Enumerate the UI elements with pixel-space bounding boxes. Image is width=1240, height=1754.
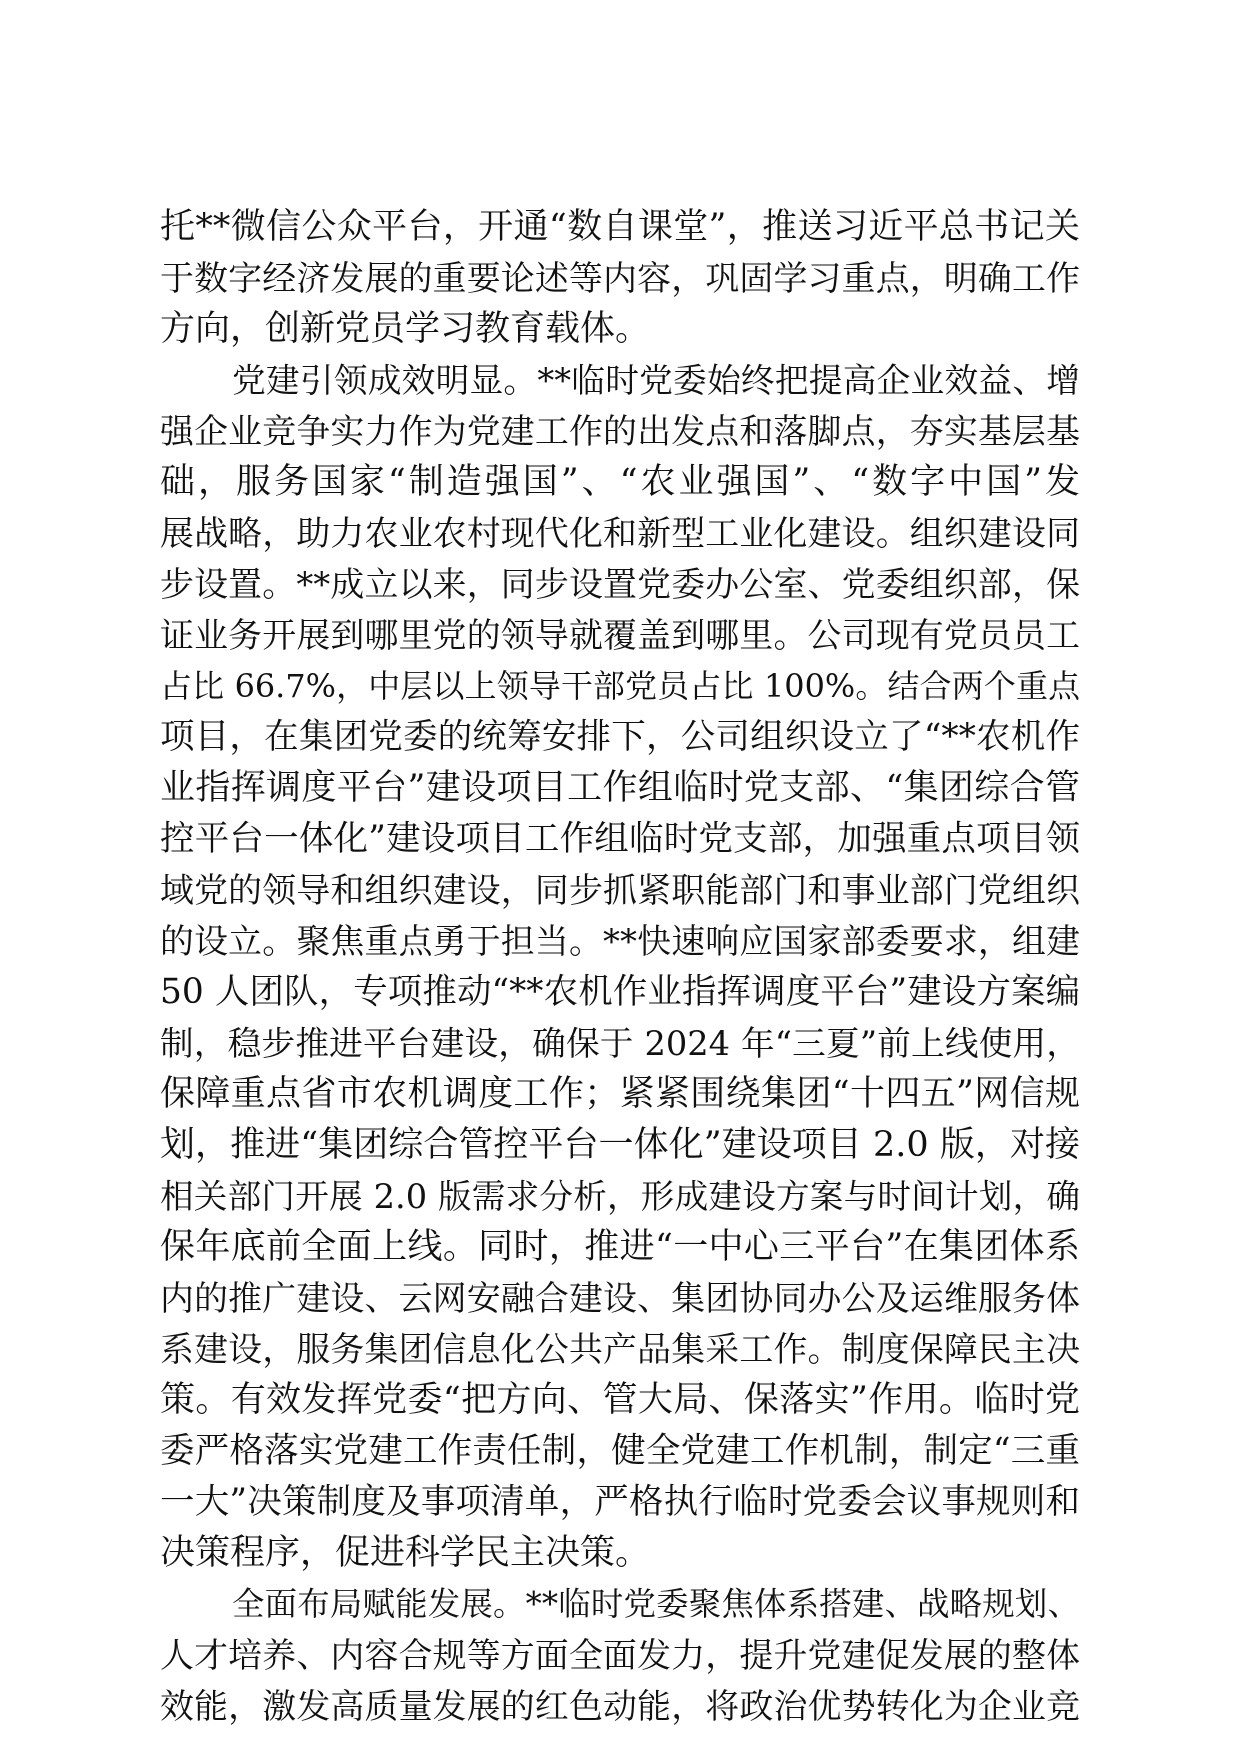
text-line: 人才培养、内容合规等方面全面发力，提升党建促发展的整体	[160, 1636, 1080, 1675]
paragraph-first-line: 全面布局赋能发展。**临时党委聚焦体系搭建、战略规划、	[232, 1585, 1080, 1623]
text-line: 强企业竞争实力作为党建工作的出发点和落脚点，夯实基层基	[160, 412, 1080, 451]
text-line: 50 人团队，专项推动“**农机作业指挥调度平台”建设方案编	[160, 972, 1080, 1012]
text-line: 证业务开展到哪里党的领导就覆盖到哪里。公司现有党员员工	[160, 616, 1080, 655]
text-line: 一大”决策制度及事项清单，严格执行临时党委会议事规则和	[160, 1482, 1080, 1522]
paragraph-first-line: 党建引领成效明显。**临时党委始终把提高企业效益、增	[232, 361, 1080, 400]
text-line: 于数字经济发展的重要论述等内容，巩固学习重点，明确工作	[160, 259, 1080, 298]
text-line: 制，稳步推进平台建设，确保于 2024 年“三夏”前上线使用，	[160, 1024, 1080, 1063]
text-line: 效能，激发高质量发展的红色动能，将政治优势转化为企业竞	[160, 1687, 1080, 1726]
text-line: 委严格落实党建工作责任制，健全党建工作机制，制定“三重	[160, 1431, 1080, 1471]
text-line: 展战略，助力农业农村现代化和新型工业化建设。组织建设同	[160, 514, 1080, 553]
text-line: 划，推进“集团综合管控平台一体化”建设项目 2.0 版，对接	[160, 1125, 1080, 1165]
text-line: 步设置。**成立以来，同步设置党委办公室、党委组织部，保	[160, 565, 1080, 604]
text-line: 系建设，服务集团信息化公共产品集采工作。制度保障民主决	[160, 1330, 1080, 1369]
text-line: 控平台一体化”建设项目工作组临时党支部，加强重点项目领	[160, 819, 1080, 859]
body-text	[160, 202, 1080, 1732]
text-line: 占比 66.7%，中层以上领导干部党员占比 100%。结合两个重点	[160, 667, 1080, 705]
text-line: 的设立。聚焦重点勇于担当。**快速响应国家部委要求，组建	[160, 922, 1080, 961]
text-line: 决策程序，促进科学民主决策。	[160, 1533, 651, 1573]
text-line: 础，服务国家“制造强国”、“农业强国”、“数字中国”发	[160, 462, 1080, 502]
text-line: 内的推广建设、云网安融合建设、集团协同办公及运维服务体	[160, 1279, 1080, 1318]
text-line: 方向，创新党员学习教育载体。	[160, 309, 651, 349]
text-line: 保障重点省市农机调度工作；紧紧围绕集团“十四五”网信规	[160, 1074, 1080, 1114]
text-line: 域党的领导和组织建设，同步抓紧职能部门和事业部门党组织	[160, 871, 1080, 910]
text-line: 相关部门开展 2.0 版需求分析，形成建设方案与时间计划，确	[160, 1177, 1080, 1216]
text-line: 保年底前全面上线。同时，推进“一中心三平台”在集团体系	[160, 1227, 1080, 1267]
text-line: 业指挥调度平台”建设项目工作组临时党支部、“集团综合管	[160, 768, 1080, 808]
text-line: 策。有效发挥党委“把方向、管大局、保落实”作用。临时党	[160, 1380, 1080, 1420]
text-line: 项目，在集团党委的统筹安排下，公司组织设立了“**农机作	[160, 717, 1080, 757]
text-line: 托**微信公众平台，开通“数自课堂”，推送习近平总书记关	[160, 207, 1080, 247]
